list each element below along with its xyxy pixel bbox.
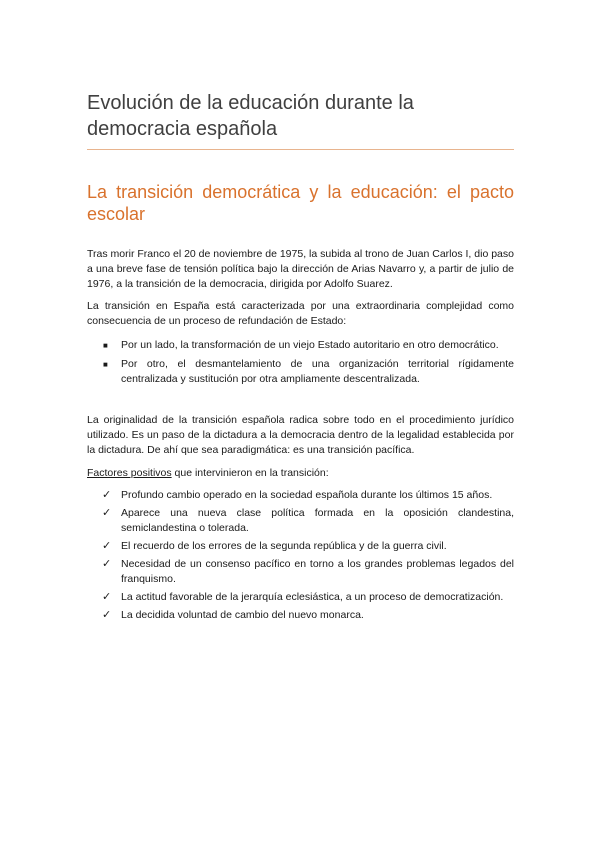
factors-list (87, 488, 514, 623)
list-item-text: Aparece una nueva clase política formada en la oposición clandestina, semiclandestina o tolerada. (121, 507, 514, 534)
list-item (102, 557, 514, 587)
list-item (102, 590, 514, 605)
list-item (103, 357, 514, 387)
factors-intro-rest: que intervinieron en la transición: (171, 467, 329, 479)
list-item (102, 539, 514, 554)
paragraph-franco: Tras morir Franco el 20 de noviembre de 1975, la subida al trono de Juan Carlos I, dio paso a una breve fase de tensión política bajo la dirección de Arias Navarro y, a partir de julio de 1976, a la transición de la democracia, dirigida por Adolfo Suarez. (87, 248, 514, 290)
factors-intro-underlined: Factores positivos (87, 467, 172, 479)
list-item-text: El recuerdo de los errores de la segunda república y de la guerra civil. (121, 540, 447, 552)
list-item-text: Por otro, el desmantelamiento de una organización territorial rígidamente centralizada y sustitución por otra ampliamente descentralizada. (121, 358, 514, 385)
square-bullet-icon: ■ (103, 360, 108, 369)
square-bullet-icon: ■ (103, 341, 108, 350)
list-item-text: Necesidad de un consenso pacífico en torno a los grandes problemas legados del franquismo. (121, 558, 514, 585)
title-underline (87, 149, 514, 150)
checkmark-icon: ✓ (102, 489, 112, 501)
list-item (103, 338, 514, 353)
document-title: Evolución de la educación durante la democracia española (87, 92, 414, 140)
checkmark-icon: ✓ (102, 558, 112, 570)
list-item-text: Profundo cambio operado en la sociedad española durante los últimos 15 años. (121, 489, 493, 501)
section-heading: La transición democrática y la educación: el pacto escolar (87, 182, 514, 224)
paragraph-transition-complexity: La transición en España está caracterizada por una extraordinaria complejidad como consecuencia de un proceso de refundación de Estado: (87, 300, 514, 327)
list-item (102, 506, 514, 536)
checkmark-icon: ✓ (102, 591, 112, 603)
list-item (102, 488, 514, 503)
list-item-text: La decidida voluntad de cambio del nuevo monarca. (121, 609, 364, 621)
list-item (102, 608, 514, 623)
list-item-text: La actitud favorable de la jerarquía eclesiástica, a un proceso de democratización. (121, 591, 504, 603)
checkmark-icon: ✓ (102, 609, 112, 621)
list-item-text: Por un lado, la transformación de un viejo Estado autoritario en otro democrático. (121, 339, 499, 351)
paragraph-originality: La originalidad de la transición española radica sobre todo en el procedimiento jurídico utilizado. Es un paso de la dictadura a la democracia dentro de la legalidad establecida por la dictadura. De ahí que sea paradigmática: es una transición pacífica. (87, 414, 514, 456)
checkmark-icon: ✓ (102, 507, 112, 519)
factors-intro (87, 466, 514, 481)
bullet-list (87, 338, 514, 387)
checkmark-icon: ✓ (102, 540, 112, 552)
